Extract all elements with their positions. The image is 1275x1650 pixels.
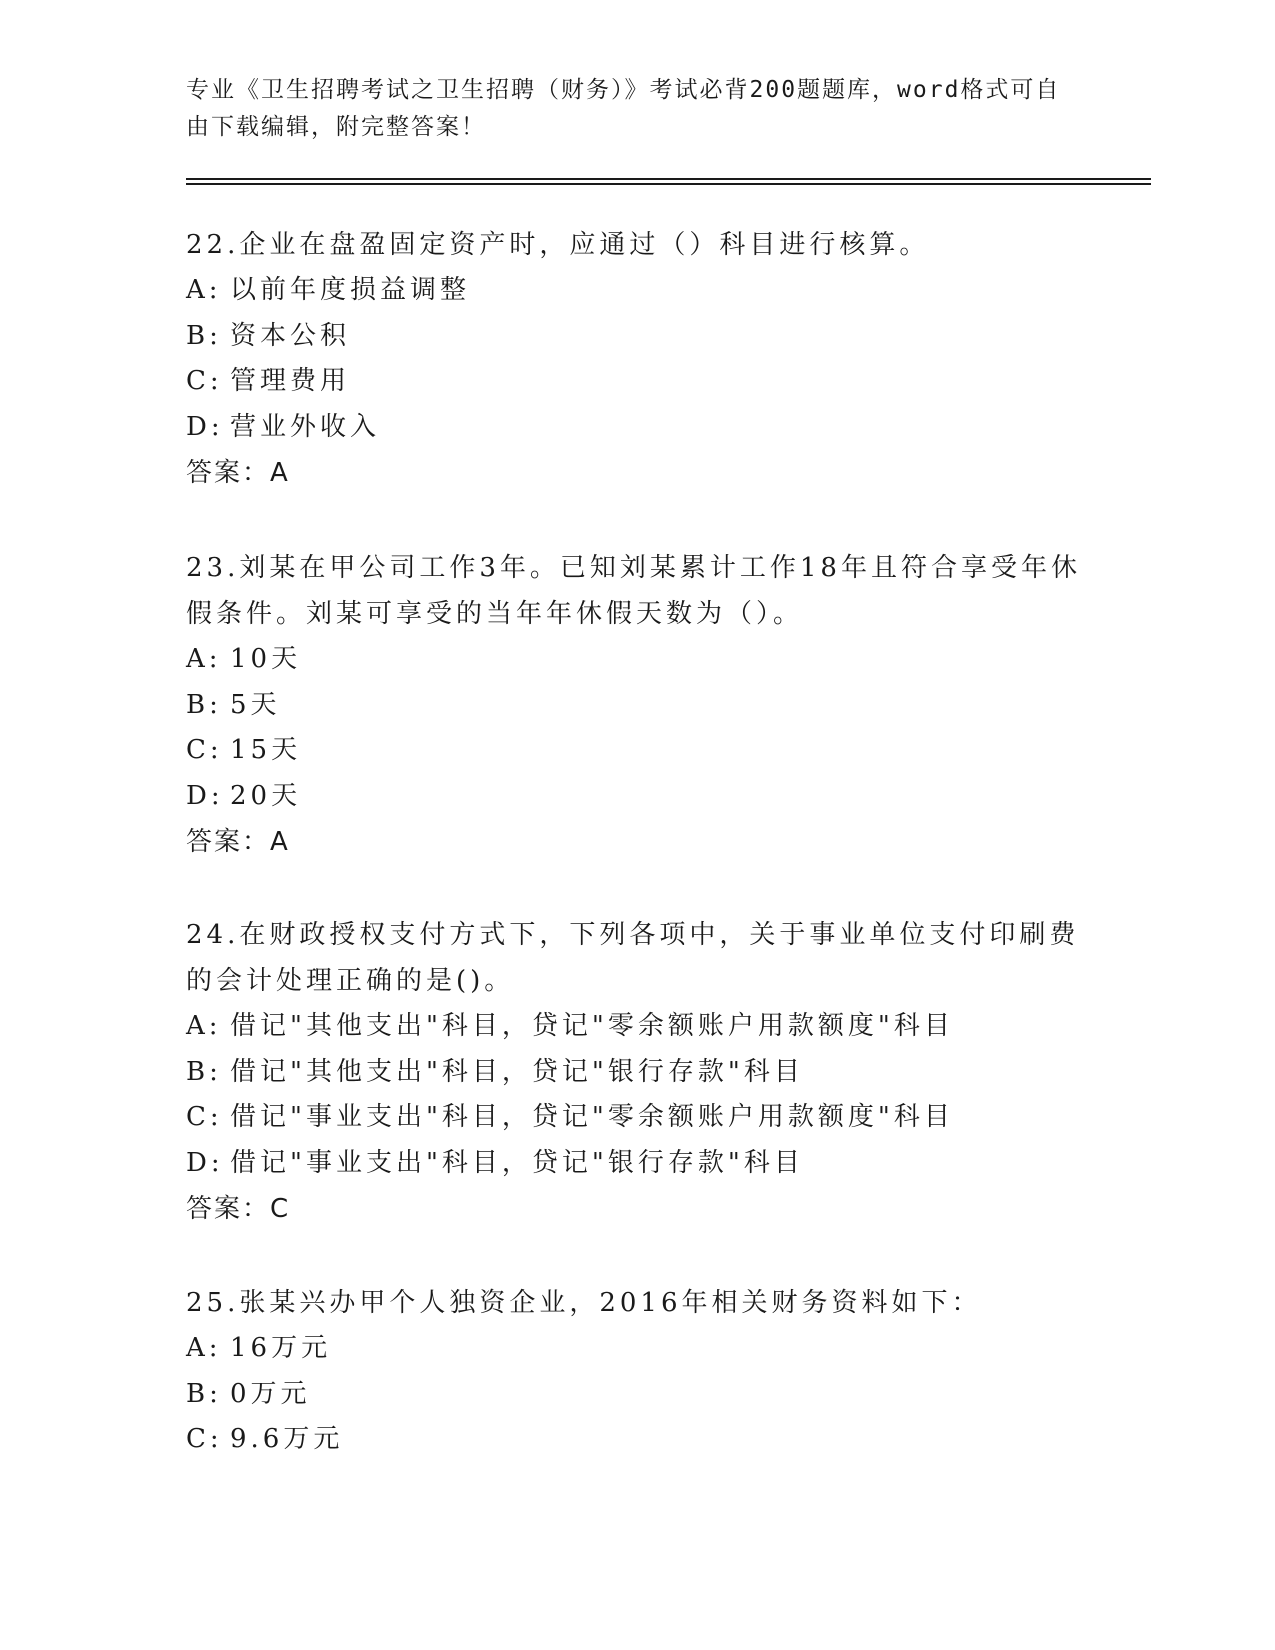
document-intro: 专业《卫生招聘考试之卫生招聘（财务）》考试必背200题题库，word格式可自由下载编辑，附完整答案！ [186, 77, 1061, 140]
option-letter: A: [186, 1333, 222, 1363]
question-stem: 25.张某兴办甲个人独资企业，2016年相关财务资料如下： [186, 1288, 982, 1318]
option-text: 16万元 [230, 1333, 332, 1363]
option-text: 15天 [230, 735, 302, 765]
option-a [186, 1004, 1086, 1050]
option-b [186, 683, 1086, 729]
option-text: 营业外收入 [230, 411, 381, 442]
option-text: 9.6万元 [230, 1424, 344, 1454]
option-b [186, 314, 1086, 360]
option-a [186, 268, 1086, 314]
option-letter: C: [186, 366, 223, 396]
option-c [186, 359, 1086, 405]
option-a [186, 637, 1086, 683]
option-letter: C: [186, 1102, 223, 1132]
option-letter: C: [186, 1424, 223, 1454]
option-letter: C: [186, 735, 223, 765]
answer-line: 答案：A [186, 458, 290, 488]
option-c [186, 728, 1086, 774]
option-letter: A: [186, 1011, 222, 1041]
answer-line: 答案：A [186, 827, 290, 857]
option-letter: D: [186, 411, 224, 442]
option-letter: A: [186, 644, 222, 674]
question-25 [186, 1280, 1086, 1463]
option-letter: A: [186, 275, 222, 305]
question-23 [186, 545, 1086, 865]
question-24 [186, 912, 1086, 1232]
question-stem: 24.在财政授权支付方式下，下列各项中，关于事业单位支付印刷费的会计处理正确的是()。 [186, 920, 1080, 996]
option-d [186, 405, 1086, 451]
option-text: 借记"其他支出"科目，贷记"银行存款"科目 [230, 1056, 804, 1087]
option-text: 资本公积 [230, 320, 351, 351]
option-letter: B: [186, 1378, 222, 1409]
option-c [186, 1417, 1086, 1463]
option-text: 10天 [230, 644, 302, 674]
option-text: 借记"事业支出"科目，贷记"零余额账户用款额度"科目 [230, 1102, 954, 1132]
option-letter: D: [186, 1147, 224, 1178]
option-d [186, 774, 1086, 820]
option-letter: B: [186, 689, 222, 720]
option-b [186, 1050, 1086, 1096]
option-letter: B: [186, 320, 222, 351]
option-letter: D: [186, 780, 224, 811]
option-a [186, 1326, 1086, 1372]
option-b [186, 1372, 1086, 1418]
option-text: 0万元 [230, 1378, 311, 1409]
header-double-rule [186, 178, 1151, 185]
option-text: 借记"其他支出"科目，贷记"零余额账户用款额度"科目 [230, 1011, 954, 1041]
question-22 [186, 222, 1086, 496]
option-text: 管理费用 [230, 366, 351, 396]
option-text: 以前年度损益调整 [230, 275, 471, 305]
question-stem: 23.刘某在甲公司工作3年。已知刘某累计工作18年且符合享受年休假条件。刘某可享受的当年年休假天数为（）。 [186, 553, 1081, 629]
option-text: 借记"事业支出"科目，贷记"银行存款"科目 [230, 1147, 804, 1178]
option-c [186, 1095, 1086, 1141]
option-d [186, 1141, 1086, 1187]
answer-line: 答案：C [186, 1194, 291, 1224]
option-letter: B: [186, 1056, 222, 1087]
option-text: 20天 [230, 780, 302, 811]
option-text: 5天 [230, 689, 281, 720]
question-stem: 22.企业在盘盈固定资产时，应通过（）科目进行核算。 [186, 230, 930, 260]
